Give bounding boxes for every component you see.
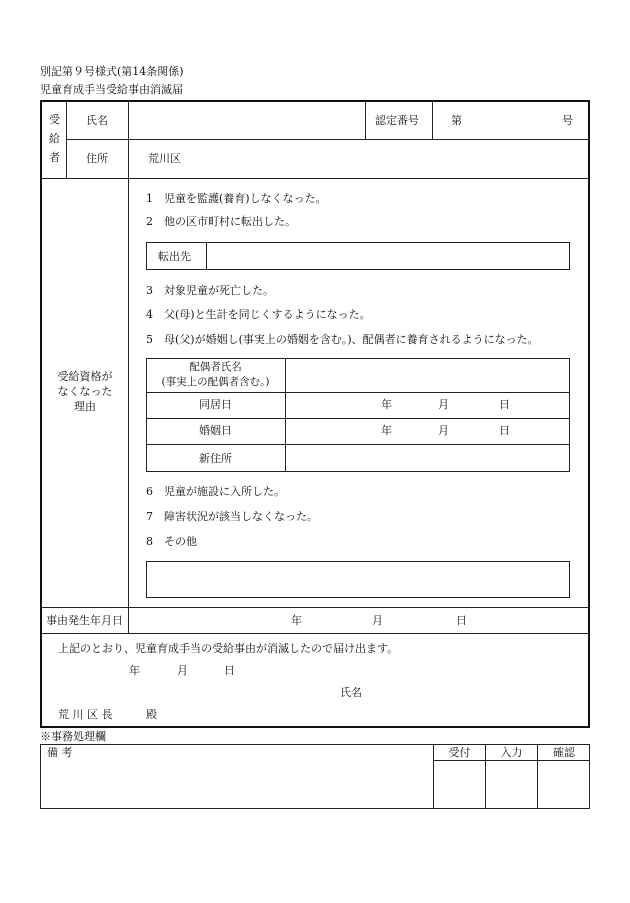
reason-item-6[interactable]: 6 児童が施設に入所した。 [146,485,285,498]
received-label: 受付 [448,746,471,759]
reason-item-2[interactable]: 2 他の区市町村に転出した。 [146,215,296,228]
marriage-month: 月 [438,424,449,437]
input-label: 入力 [500,746,523,759]
occurrence-year: 年 [291,614,302,627]
confirm-label: 確認 [553,746,575,759]
cohab-day: 日 [499,398,510,411]
reason-label-3: 理由 [74,400,96,413]
declaration-day: 日 [224,664,235,677]
reason-item-4[interactable]: 4 父(母)と生計を同じくするようになった。 [146,308,371,321]
addressee-honorific: 殿 [146,708,157,721]
marriage-year: 年 [381,424,392,437]
addressee: 荒 川 区 長 [58,708,113,721]
declaration-year: 年 [129,664,140,677]
spouse-name-field[interactable] [288,360,568,390]
name-field[interactable] [130,104,362,136]
cert-number-suffix: 号 [562,114,573,127]
recipient-label-3: 者 [49,151,60,164]
spouse-name-note: (事実上の配偶者含む。) [161,376,270,388]
applicant-name-label: 氏名 [340,686,362,699]
reason-item-5[interactable]: 5 母(父)が婚姻し(事実上の婚姻を含む。)、配偶者に養育されるようになった。 [146,333,539,346]
declaration-text: 上記のとおり、児童育成手当の受給事由が消滅したので届け出ます。 [58,642,399,655]
reason-item-3[interactable]: 3 対象児童が死亡した。 [146,284,274,297]
form-number: 別記第９号様式(第14条関係) [40,65,184,78]
cohab-month: 月 [438,398,449,411]
name-label: 氏名 [86,114,108,127]
spouse-name-label: 配偶者氏名 [189,361,242,373]
declaration-month: 月 [177,664,188,677]
applicant-name-field[interactable] [368,682,568,702]
other-reason-field[interactable] [146,561,570,598]
recipient-label-2: 給 [49,132,60,145]
occurrence-day: 日 [456,614,467,627]
reason-label-1: 受給資格が [57,370,113,383]
address-value: 荒川区 [148,152,181,165]
cohab-date-label: 同居日 [199,398,232,411]
cert-number-label: 認定番号 [375,114,419,127]
new-address-label: 新住所 [199,452,232,465]
moveout-label: 転出先 [158,250,191,263]
marriage-date-label: 婚姻日 [199,424,232,437]
address-label: 住所 [86,152,108,165]
remarks-label: 備 考 [47,746,73,759]
new-address-field[interactable] [288,446,568,470]
moveout-field[interactable] [209,244,567,268]
occurrence-date-label: 事由発生年月日 [46,614,123,627]
reason-item-8[interactable]: 8 その他 [146,535,197,548]
form-title: 児童育成手当受給事由消滅届 [40,83,183,96]
office-use-title: ※事務処理欄 [40,730,106,743]
reason-item-7[interactable]: 7 障害状況が該当しなくなった。 [146,510,318,523]
reason-label-2: なくなった [57,385,113,398]
marriage-day: 日 [499,424,510,437]
recipient-label-1: 受 [49,113,60,126]
cert-number-prefix: 第 [451,114,462,127]
occurrence-month: 月 [372,614,383,627]
cohab-year: 年 [381,398,392,411]
reason-item-1[interactable]: 1 児童を監護(養育)しなくなった。 [146,192,327,205]
cert-number-field[interactable] [466,104,556,136]
